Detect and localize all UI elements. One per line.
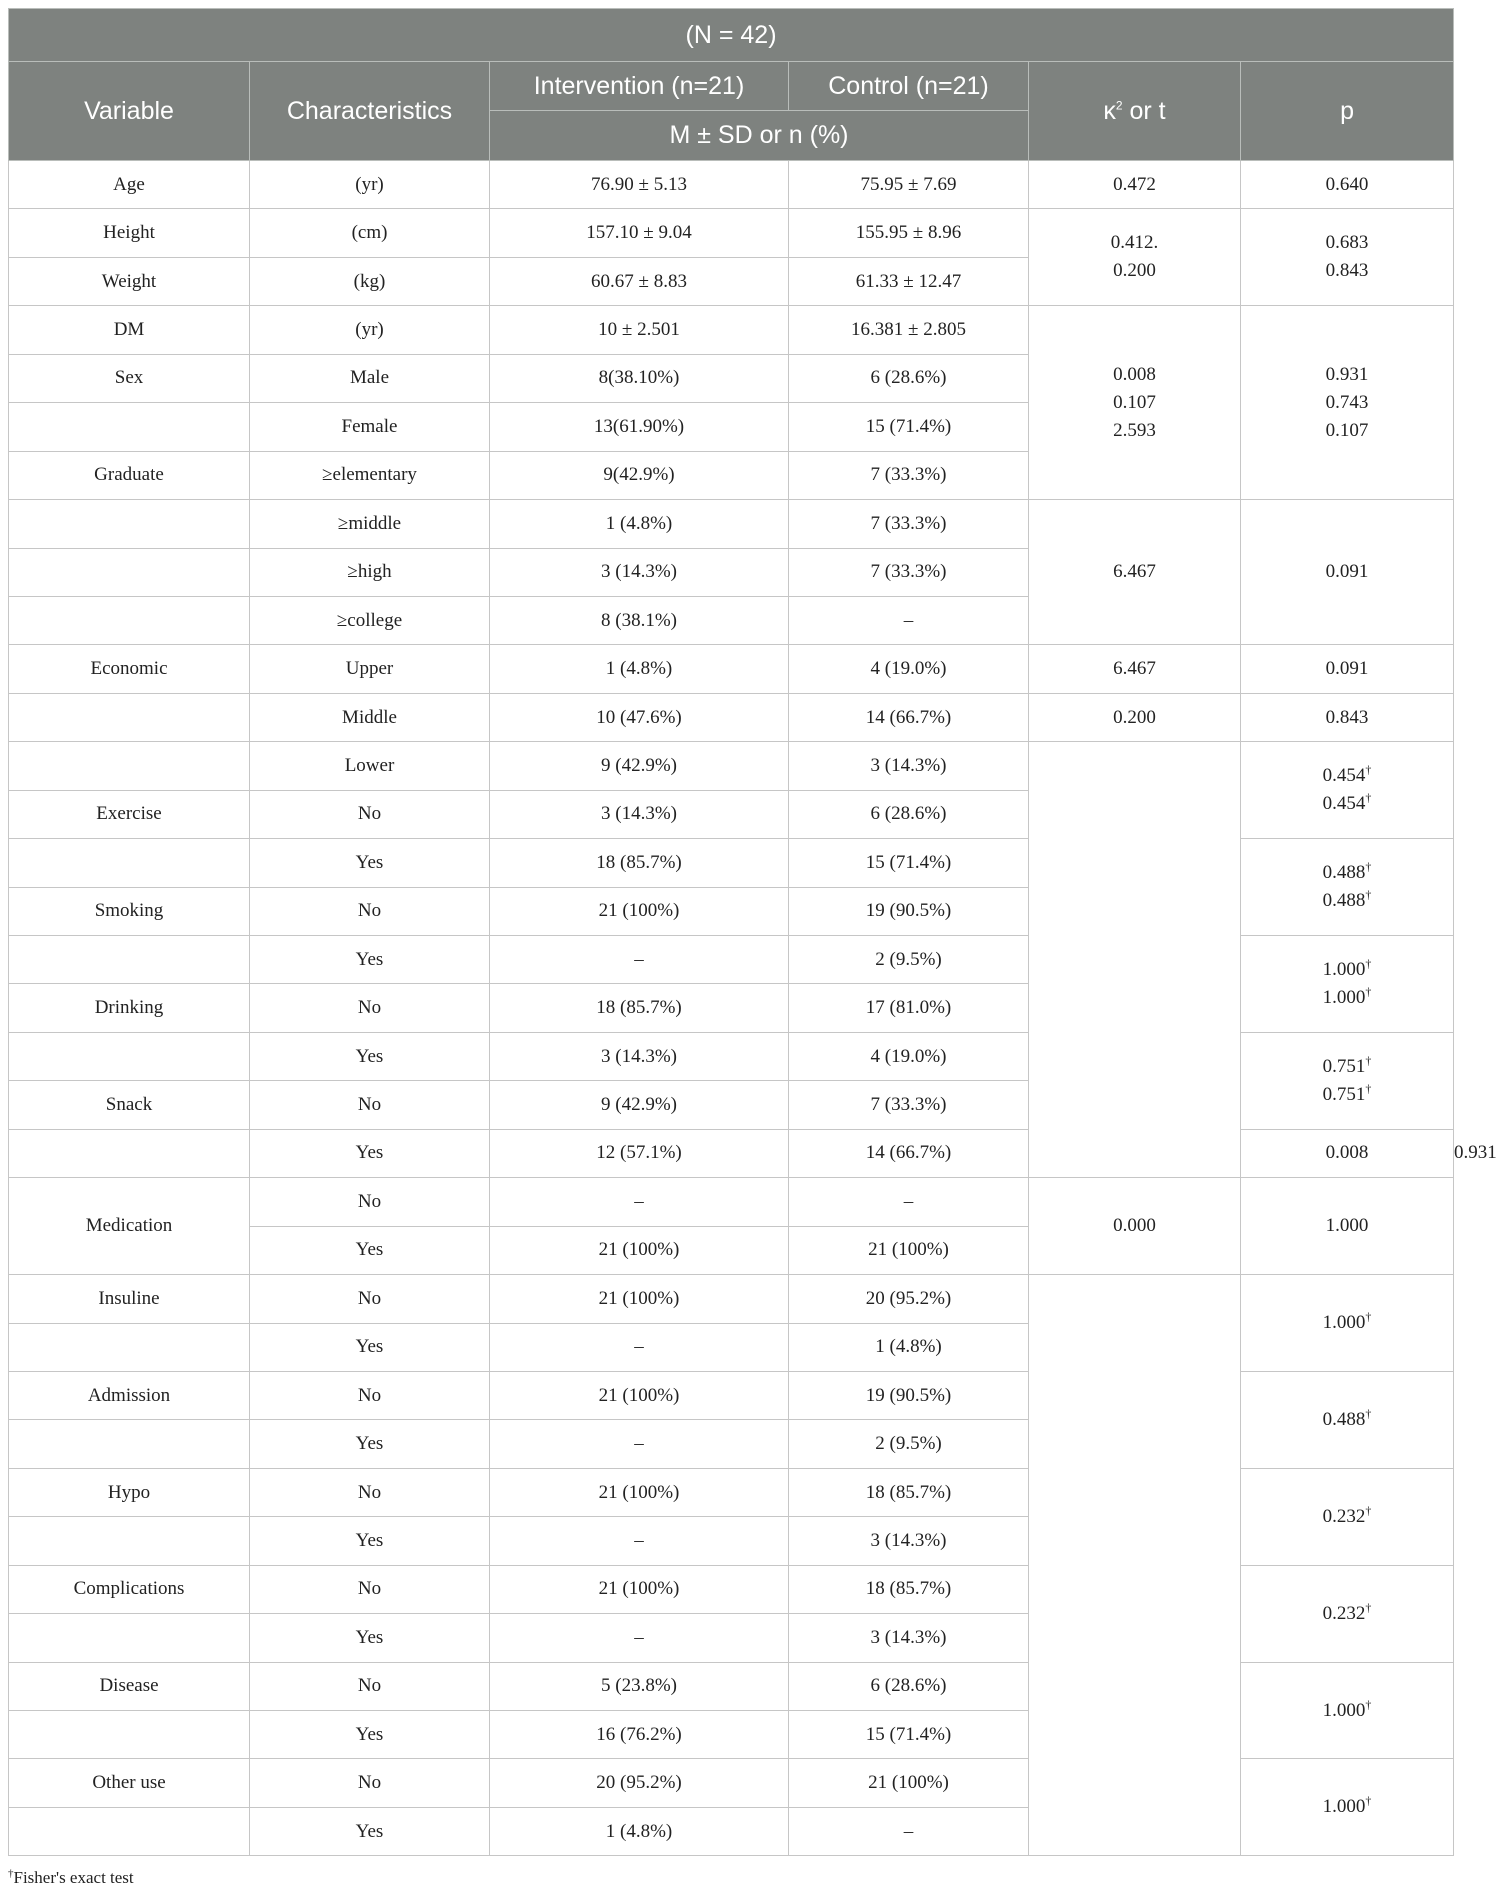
cell-control: 3 (14.3%)	[789, 1614, 1029, 1662]
p-value: 0.454	[1322, 765, 1366, 787]
cell-intervention: 18 (85.7%)	[490, 839, 789, 887]
cell-variable: Age	[9, 161, 250, 209]
cell-characteristic: No	[250, 1565, 490, 1613]
cell-intervention: –	[490, 936, 789, 984]
cell-intervention: 10 ± 2.501	[490, 306, 789, 354]
dagger-mark: †	[1365, 956, 1372, 971]
cell-intervention: 10 (47.6%)	[490, 693, 789, 741]
p-value: 0.488	[1322, 862, 1366, 884]
cell-intervention: 21 (100%)	[490, 1226, 789, 1274]
header-characteristics: Characteristics	[250, 62, 490, 161]
cell-intervention: –	[490, 1517, 789, 1565]
cell-p-group	[1241, 742, 1454, 839]
cell-p: 0.640	[1241, 161, 1454, 209]
cell-p-group	[1241, 1032, 1454, 1129]
cell-control: 3 (14.3%)	[789, 1517, 1029, 1565]
cell-characteristic: Yes	[250, 936, 490, 984]
cell-statistic-empty	[1029, 742, 1241, 1178]
p-value: 1.000	[1322, 1699, 1366, 1721]
cell-characteristic: Yes	[250, 1807, 490, 1855]
cell-characteristic: ≥high	[250, 548, 490, 596]
cell-intervention: 21 (100%)	[490, 1565, 789, 1613]
cell-intervention: –	[490, 1614, 789, 1662]
cell-p-group	[1241, 1371, 1454, 1468]
cell-control: 2 (9.5%)	[789, 1420, 1029, 1468]
table-row	[9, 1178, 1454, 1226]
p-value: 0.751	[1322, 1055, 1366, 1077]
cell-control: 15 (71.4%)	[789, 403, 1029, 451]
footnote-text: Fisher's exact test	[13, 1868, 134, 1887]
cell-variable	[9, 1032, 250, 1080]
cell-variable	[9, 500, 250, 548]
cell-intervention: 16 (76.2%)	[490, 1711, 789, 1759]
p-value: 0.931	[1325, 363, 1369, 385]
cell-p-group	[1241, 209, 1454, 306]
dagger-mark: †	[1365, 1697, 1372, 1712]
cell-characteristic: ≥middle	[250, 500, 490, 548]
cell-p-group	[1241, 1468, 1454, 1565]
cell-p-group	[1241, 1662, 1454, 1759]
dagger-mark: †	[1365, 859, 1372, 874]
table-row	[9, 742, 1454, 790]
cell-intervention: –	[490, 1323, 789, 1371]
dagger-mark: †	[1365, 1600, 1372, 1615]
cell-control: 7 (33.3%)	[789, 1081, 1029, 1129]
cell-characteristic: Yes	[250, 839, 490, 887]
cell-intervention: 5 (23.8%)	[490, 1662, 789, 1710]
header-control: Control (n=21)	[789, 62, 1029, 111]
table-row	[9, 306, 1454, 354]
cell-characteristic: No	[250, 790, 490, 838]
cell-characteristic: No	[250, 1759, 490, 1807]
cell-intervention: 76.90 ± 5.13	[490, 161, 789, 209]
cell-intervention: 157.10 ± 9.04	[490, 209, 789, 257]
cell-characteristic: No	[250, 1275, 490, 1323]
cell-statistic: 0.472	[1029, 161, 1241, 209]
cell-control: 6 (28.6%)	[789, 1662, 1029, 1710]
cell-variable: Medication	[9, 1178, 250, 1275]
cell-intervention: 1 (4.8%)	[490, 500, 789, 548]
cell-control: 18 (85.7%)	[789, 1468, 1029, 1516]
cell-intervention: 1 (4.8%)	[490, 1807, 789, 1855]
cell-variable: Exercise	[9, 790, 250, 838]
p-value: 0.488	[1322, 1408, 1366, 1430]
table-row	[9, 693, 1454, 741]
p-value: 0.488	[1322, 890, 1366, 912]
cell-variable: Other use	[9, 1759, 250, 1807]
cell-variable: Weight	[9, 257, 250, 305]
cell-statistic: 6.467	[1029, 645, 1241, 693]
cell-control: 15 (71.4%)	[789, 1711, 1029, 1759]
cell-control: 6 (28.6%)	[789, 354, 1029, 402]
header-msd: M ± SD or n (%)	[490, 111, 1029, 161]
table-wrapper	[8, 8, 1497, 1887]
cell-intervention: 20 (95.2%)	[490, 1759, 789, 1807]
cell-control: –	[789, 1807, 1029, 1855]
cell-variable: DM	[9, 306, 250, 354]
table-row: Yes 12 (57.1%) 14 (66.7%) 0.008 0.931	[9, 1129, 1454, 1177]
table-row	[9, 1275, 1454, 1323]
dagger-mark: †	[1365, 984, 1372, 999]
dagger-mark: †	[1365, 1053, 1372, 1068]
cell-control: 19 (90.5%)	[789, 1371, 1029, 1419]
cell-variable: Disease	[9, 1662, 250, 1710]
cell-variable	[9, 742, 250, 790]
cell-characteristic: Lower	[250, 742, 490, 790]
cell-control: 16.381 ± 2.805	[789, 306, 1029, 354]
cell-intervention: –	[490, 1178, 789, 1226]
cell-characteristic: Yes	[250, 1614, 490, 1662]
dagger-mark: †	[1365, 790, 1372, 805]
cell-control: 2 (9.5%)	[789, 936, 1029, 984]
cell-intervention: 18 (85.7%)	[490, 984, 789, 1032]
cell-variable: Height	[9, 209, 250, 257]
cell-characteristic: No	[250, 1662, 490, 1710]
cell-characteristic: Yes	[250, 1032, 490, 1080]
p-value: 0.232	[1322, 1505, 1366, 1527]
dagger-mark: †	[1365, 1503, 1372, 1518]
cell-variable	[9, 1517, 250, 1565]
p-value: 0.683	[1325, 232, 1369, 254]
cell-variable: Hypo	[9, 1468, 250, 1516]
table-row	[9, 500, 1454, 548]
cell-characteristic: Middle	[250, 693, 490, 741]
cell-intervention: 60.67 ± 8.83	[490, 257, 789, 305]
cell-variable: Insuline	[9, 1275, 250, 1323]
cell-statistic: 0.008	[1241, 1129, 1454, 1177]
p-value: 1.000	[1322, 1796, 1366, 1818]
cell-intervention: 9(42.9%)	[490, 451, 789, 499]
cell-characteristic: (yr)	[250, 161, 490, 209]
cell-variable: Economic	[9, 645, 250, 693]
cell-control: 7 (33.3%)	[789, 548, 1029, 596]
dagger-mark: †	[1365, 1081, 1372, 1096]
p-value: 0.454	[1322, 793, 1366, 815]
cell-characteristic: (cm)	[250, 209, 490, 257]
p-value: 0.743	[1325, 391, 1369, 413]
cell-variable	[9, 1129, 250, 1177]
cell-variable: Drinking	[9, 984, 250, 1032]
stat-value: 2.593	[1113, 419, 1156, 441]
cell-characteristic: Upper	[250, 645, 490, 693]
cell-control: 14 (66.7%)	[789, 693, 1029, 741]
p-value: 0.232	[1322, 1602, 1366, 1624]
cell-variable	[9, 1323, 250, 1371]
cell-variable	[9, 403, 250, 451]
cell-control: 20 (95.2%)	[789, 1275, 1029, 1323]
cell-variable	[9, 839, 250, 887]
cell-p-group: 0.091	[1241, 500, 1454, 645]
cell-characteristic: Female	[250, 403, 490, 451]
header-statistic	[1029, 62, 1241, 161]
cell-control: 14 (66.7%)	[789, 1129, 1029, 1177]
cell-statistic-group: 6.467	[1029, 500, 1241, 645]
cell-control: 7 (33.3%)	[789, 451, 1029, 499]
cell-variable	[9, 1807, 250, 1855]
table-header	[9, 9, 1454, 161]
cell-variable	[9, 596, 250, 644]
cell-intervention: 9 (42.9%)	[490, 1081, 789, 1129]
dagger-mark: †	[1365, 1794, 1372, 1809]
cell-variable	[9, 1614, 250, 1662]
cell-variable	[9, 936, 250, 984]
cell-characteristic: ≥elementary	[250, 451, 490, 499]
table-footnote	[8, 1868, 134, 1888]
cell-characteristic: No	[250, 984, 490, 1032]
cell-statistic-group: 0.000	[1029, 1178, 1241, 1275]
stat-value: 0.008	[1113, 363, 1156, 385]
cell-characteristic: No	[250, 1371, 490, 1419]
p-value: 1.000	[1322, 986, 1366, 1008]
table-title: (N = 42)	[9, 9, 1454, 62]
cell-characteristic: Yes	[250, 1129, 490, 1177]
table-row	[9, 161, 1454, 209]
table-row	[9, 645, 1454, 693]
cell-characteristic: No	[250, 1081, 490, 1129]
cell-control: 6 (28.6%)	[789, 790, 1029, 838]
table-row	[9, 209, 1454, 257]
cell-control: 155.95 ± 8.96	[789, 209, 1029, 257]
cell-p-group	[1241, 306, 1454, 500]
cell-control: 61.33 ± 12.47	[789, 257, 1029, 305]
cell-characteristic: Yes	[250, 1711, 490, 1759]
cell-control: 21 (100%)	[789, 1226, 1029, 1274]
cell-characteristic: No	[250, 887, 490, 935]
cell-intervention: –	[490, 1420, 789, 1468]
cell-intervention: 3 (14.3%)	[490, 548, 789, 596]
cell-intervention: 21 (100%)	[490, 1275, 789, 1323]
cell-variable: Graduate	[9, 451, 250, 499]
cell-intervention: 1 (4.8%)	[490, 645, 789, 693]
p-value: 0.107	[1325, 419, 1369, 441]
characteristics-table	[8, 8, 1497, 1856]
cell-control: –	[789, 1178, 1029, 1226]
header-intervention: Intervention (n=21)	[490, 62, 789, 111]
cell-intervention: 9 (42.9%)	[490, 742, 789, 790]
cell-intervention: 21 (100%)	[490, 1468, 789, 1516]
cell-control: 18 (85.7%)	[789, 1565, 1029, 1613]
cell-variable: Snack	[9, 1081, 250, 1129]
cell-intervention: 8 (38.1%)	[490, 596, 789, 644]
dagger-mark: †	[1365, 887, 1372, 902]
cell-characteristic: Yes	[250, 1226, 490, 1274]
cell-variable: Complications	[9, 1565, 250, 1613]
stat-value: 0.200	[1113, 260, 1156, 282]
dagger-mark: †	[1365, 762, 1372, 777]
cell-intervention: 21 (100%)	[490, 1371, 789, 1419]
stat-value: 0.412.	[1110, 232, 1159, 254]
cell-p-group	[1241, 1565, 1454, 1662]
cell-control: 3 (14.3%)	[789, 742, 1029, 790]
stat-suffix: or t	[1122, 96, 1166, 125]
cell-p-group: 1.000	[1241, 1178, 1454, 1275]
cell-variable: Sex	[9, 354, 250, 402]
cell-variable: Smoking	[9, 887, 250, 935]
table-body	[9, 161, 1497, 1856]
p-value: 1.000	[1322, 958, 1366, 980]
cell-characteristic: No	[250, 1468, 490, 1516]
cell-characteristic: Yes	[250, 1323, 490, 1371]
cell-characteristic: (yr)	[250, 306, 490, 354]
cell-p-group	[1241, 936, 1454, 1033]
cell-control: 17 (81.0%)	[789, 984, 1029, 1032]
cell-intervention: 21 (100%)	[490, 887, 789, 935]
cell-control: –	[789, 596, 1029, 644]
cell-characteristic: Yes	[250, 1420, 490, 1468]
cell-p-group	[1241, 839, 1454, 936]
cell-statistic-group	[1029, 306, 1241, 500]
cell-p: 0.091	[1241, 645, 1454, 693]
cell-intervention: 8(38.10%)	[490, 354, 789, 402]
dagger-mark: †	[1365, 1309, 1372, 1324]
cell-control: 4 (19.0%)	[789, 645, 1029, 693]
cell-intervention: 13(61.90%)	[490, 403, 789, 451]
cell-variable	[9, 1711, 250, 1759]
cell-control: 75.95 ± 7.69	[789, 161, 1029, 209]
cell-intervention: 3 (14.3%)	[490, 1032, 789, 1080]
p-value: 0.843	[1325, 260, 1369, 282]
stat-superscript: 2	[1115, 98, 1123, 113]
p-value: 0.751	[1322, 1083, 1366, 1105]
cell-statistic: 0.200	[1029, 693, 1241, 741]
cell-p-group	[1241, 1759, 1454, 1856]
cell-statistic-group	[1029, 209, 1241, 306]
dagger-mark: †	[1365, 1406, 1372, 1421]
header-p: p	[1241, 62, 1454, 161]
cell-intervention: 3 (14.3%)	[490, 790, 789, 838]
cell-characteristic: (kg)	[250, 257, 490, 305]
cell-control: 19 (90.5%)	[789, 887, 1029, 935]
cell-variable	[9, 693, 250, 741]
cell-p-group	[1241, 1275, 1454, 1372]
cell-control: 4 (19.0%)	[789, 1032, 1029, 1080]
p-value: 1.000	[1322, 1312, 1366, 1333]
cell-control: 7 (33.3%)	[789, 500, 1029, 548]
cell-control: 21 (100%)	[789, 1759, 1029, 1807]
cell-variable	[9, 1420, 250, 1468]
cell-control: 15 (71.4%)	[789, 839, 1029, 887]
dagger-mark: †	[8, 1867, 14, 1880]
stat-value: 0.107	[1113, 391, 1156, 413]
cell-variable	[9, 548, 250, 596]
cell-characteristic: Yes	[250, 1517, 490, 1565]
cell-p: 0.843	[1241, 693, 1454, 741]
cell-variable: Admission	[9, 1371, 250, 1419]
cell-characteristic: Male	[250, 354, 490, 402]
header-variable: Variable	[9, 62, 250, 161]
cell-characteristic: ≥college	[250, 596, 490, 644]
cell-characteristic: No	[250, 1178, 490, 1226]
cell-intervention: 12 (57.1%)	[490, 1129, 789, 1177]
cell-control: 1 (4.8%)	[789, 1323, 1029, 1371]
stat-symbol: κ	[1103, 96, 1116, 125]
cell-statistic-empty	[1029, 1275, 1241, 1856]
